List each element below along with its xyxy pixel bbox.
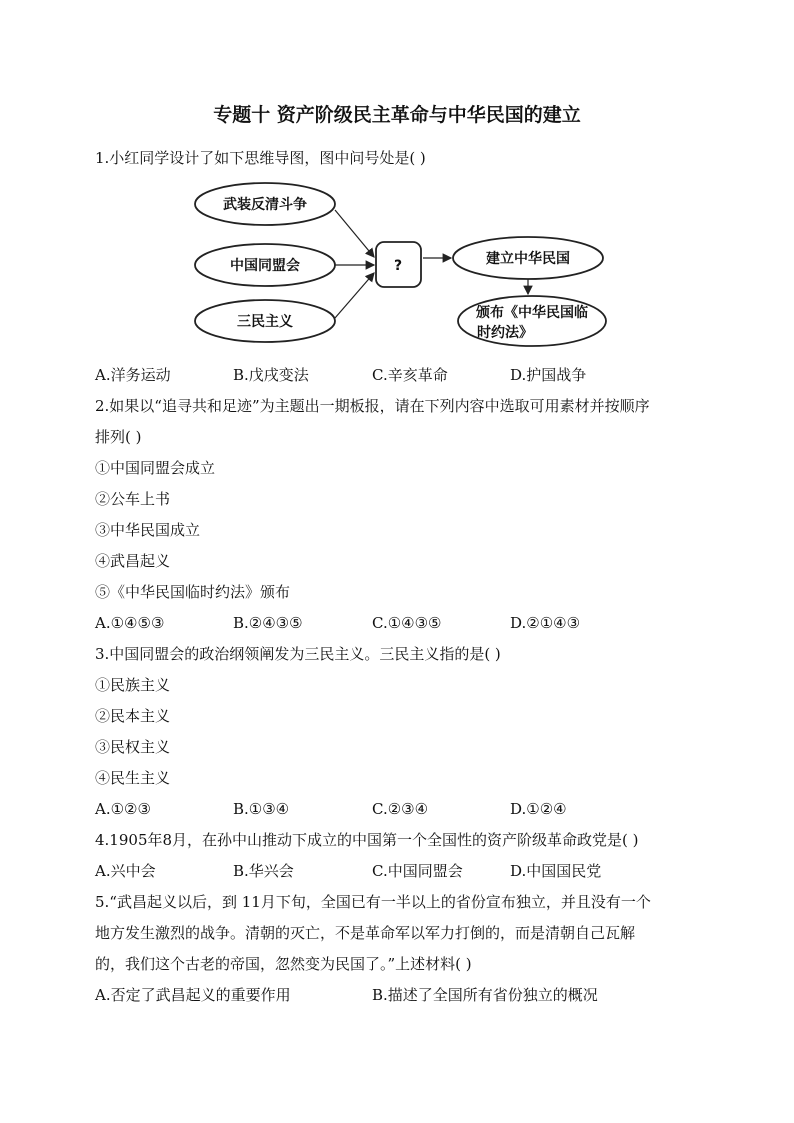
- q3-stem: 3.中国同盟会的政治纲领阐发为三民主义。三民主义指的是( ): [95, 645, 501, 663]
- q3-item-3: ③民权主义: [95, 738, 171, 756]
- node-tongmenghui: [195, 244, 335, 286]
- q2-item-5: ⑤《中华民国临时约法》颁布: [95, 583, 291, 601]
- q2-option-a: A.①④⑤③: [95, 614, 165, 632]
- q4-option-a: A.兴中会: [95, 862, 156, 880]
- node-establish-roc-label: 建立中华民国: [486, 251, 570, 267]
- center-question-mark: ?: [393, 258, 403, 274]
- q2-stem-line1: 2.如果以“追寻共和足迹”为主题出一期板报，请在下列内容中选取可用素材并按顺序: [95, 397, 650, 415]
- q4-stem: 4.1905年8月，在孙中山推动下成立的中国第一个全国性的资产阶级革命政党是( ): [95, 831, 639, 849]
- center-question-box: [376, 242, 421, 287]
- q3-item-1: ①民族主义: [95, 676, 171, 694]
- q3-item-4: ④民生主义: [95, 769, 171, 787]
- node-three-principles: [195, 300, 335, 342]
- q3-option-a: A.①②③: [95, 800, 151, 818]
- q5-option-b: B.描述了全国所有省份独立的概况: [372, 986, 598, 1004]
- q2-stem-line2: 排列( ): [95, 428, 142, 446]
- q2-item-1: ①中国同盟会成立: [95, 459, 216, 477]
- q1-option-b: B.戊戌变法: [233, 366, 309, 384]
- q3-option-d: D.①②④: [510, 800, 567, 818]
- q2-option-b: B.②④③⑤: [233, 614, 303, 632]
- node-tongmenghui-label: 中国同盟会: [230, 258, 300, 274]
- q5-option-a: A.否定了武昌起义的重要作用: [95, 986, 291, 1004]
- q1-stem: 1.小红同学设计了如下思维导图，图中问号处是( ): [95, 149, 426, 167]
- q1-option-c: C.辛亥革命: [372, 366, 448, 384]
- q1-option-a: A.洋务运动: [95, 366, 171, 384]
- node-armed-struggle: [195, 183, 335, 225]
- q4-option-d: D.中国国民党: [510, 862, 602, 880]
- node-provisional-constitution-line1: 颁布《中华民国临: [476, 305, 588, 321]
- q2-item-3: ③中华民国成立: [95, 521, 201, 539]
- node-provisional-constitution: [458, 296, 606, 346]
- q2-item-4: ④武昌起义: [95, 552, 171, 570]
- q3-option-c: C.②③④: [372, 800, 429, 818]
- q2-option-d: D.②①④③: [510, 614, 581, 632]
- node-provisional-constitution-line2: 时约法》: [477, 325, 533, 341]
- q1-option-d: D.护国战争: [510, 366, 587, 384]
- page-title: 专题十 资产阶级民主革命与中华民国的建立: [213, 104, 581, 126]
- q3-option-b: B.①③④: [233, 800, 290, 818]
- q4-option-c: C.中国同盟会: [372, 862, 463, 880]
- node-establish-roc: [453, 237, 603, 279]
- node-three-principles-label: 三民主义: [237, 314, 293, 330]
- q5-stem-line1: 5.“武昌起义以后，到 11月下旬，全国已有一半以上的省份宣布独立，并且没有一个: [95, 893, 651, 911]
- q5-stem-line2: 地方发生激烈的战争。清朝的灭亡，不是革命军以军力打倒的，而是清朝自己瓦解: [95, 924, 636, 942]
- q5-stem-line3: 的，我们这个古老的帝国，忽然变为民国了。”上述材料( ): [95, 955, 472, 973]
- q2-item-2: ②公车上书: [95, 490, 171, 508]
- arrow-1: [335, 210, 374, 257]
- q3-item-2: ②民本主义: [95, 707, 171, 725]
- node-armed-struggle-label: 武装反清斗争: [223, 197, 307, 213]
- q4-option-b: B.华兴会: [233, 862, 294, 880]
- q2-option-c: C.①④③⑤: [372, 614, 442, 632]
- arrow-3: [335, 273, 374, 318]
